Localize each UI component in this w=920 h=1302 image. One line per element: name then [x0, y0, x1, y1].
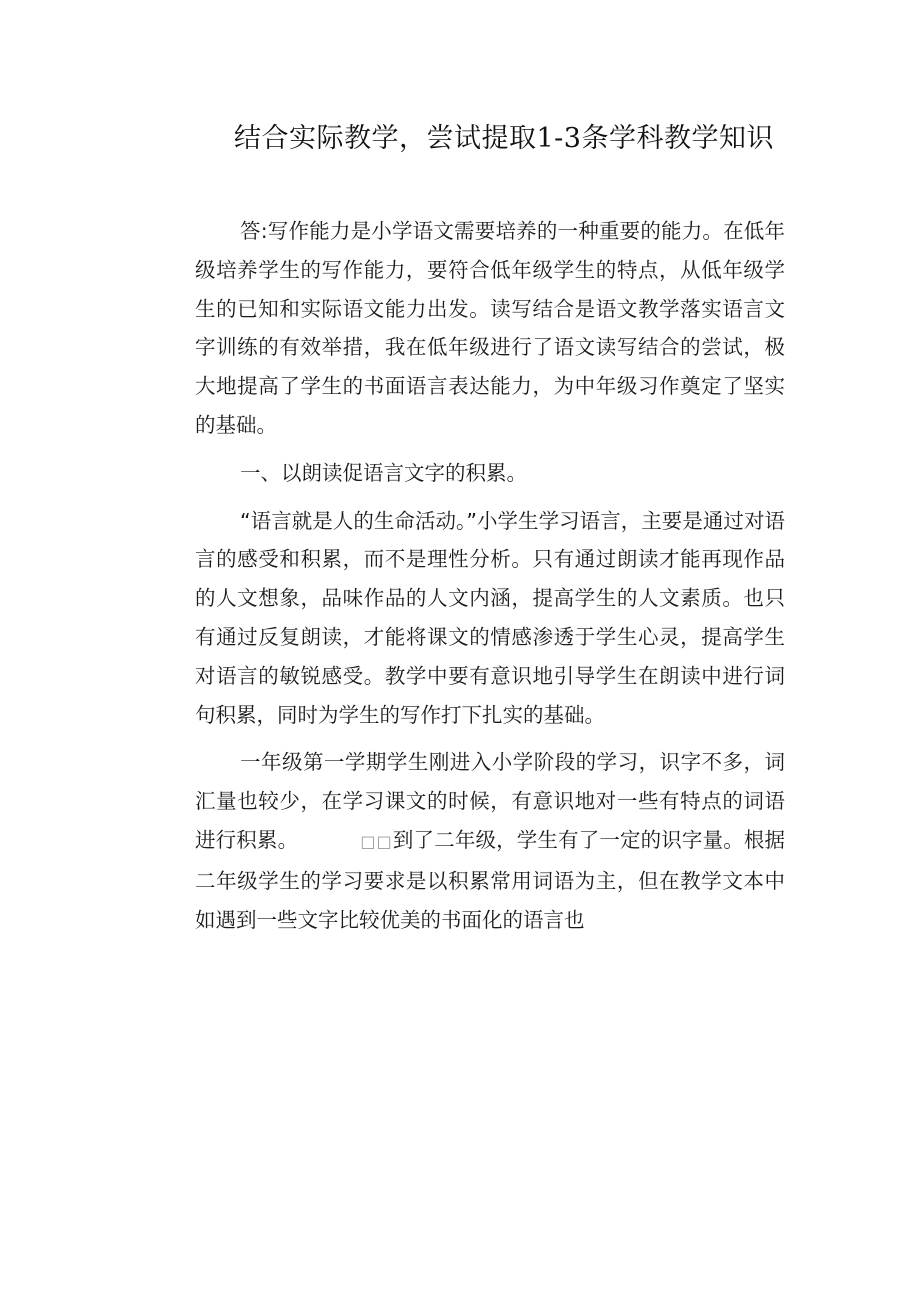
- paragraph-grade-two-text: 到了二年级，学生有了一定的识字量。根据二年级学生的学习要求是以积累常用词语为主，但在教学文本中如遇到一些文字比较优美的书面化的语言也: [195, 827, 786, 932]
- section-heading: 一、以朗读促语言文字的积累。: [240, 460, 527, 485]
- document-body: [195, 212, 785, 948]
- document-title: 结合实际教学，尝试提取1-3条学科教学知识: [234, 123, 774, 154]
- paragraph-grade-one-text: 一年级第一学期学生刚进入小学阶段的学习，识字不多，词汇量也较少，在学习课文的时候，有意识地对一些有特点的词语进行积累。: [195, 750, 785, 852]
- paragraph-grade-one: [195, 743, 785, 939]
- missing-glyph-boxes: □□: [360, 831, 393, 851]
- paragraph-answer: 答:写作能力是小学语文需要培养的一种重要的能力。在低年级培养学生的写作能力，要符合低年级学生的特点，从低年级学生的已知和实际语文能力出发。读写结合是语文教学落实语言文字训练的有效举措，我在低年级进行了语文读写结合的尝试，极大地提高了学生的书面语言表达能力，为中年级习作奠定了坚实的基础。: [195, 219, 785, 437]
- paragraph-reading: “语言就是人的生命活动。”小学生学习语言，主要是通过对语言的感受和积累，而不是理性分析。只有通过朗读才能再现作品的人文想象，品味作品的人文内涵，提高学生的人文素质。也只有通过反复朗读，才能将课文的情感渗透于学生心灵，提高学生对语言的敏锐感受。教学中要有意识地引导学生在朗读中进行词句积累，同时为学生的写作打下扎实的基础。: [195, 508, 785, 727]
